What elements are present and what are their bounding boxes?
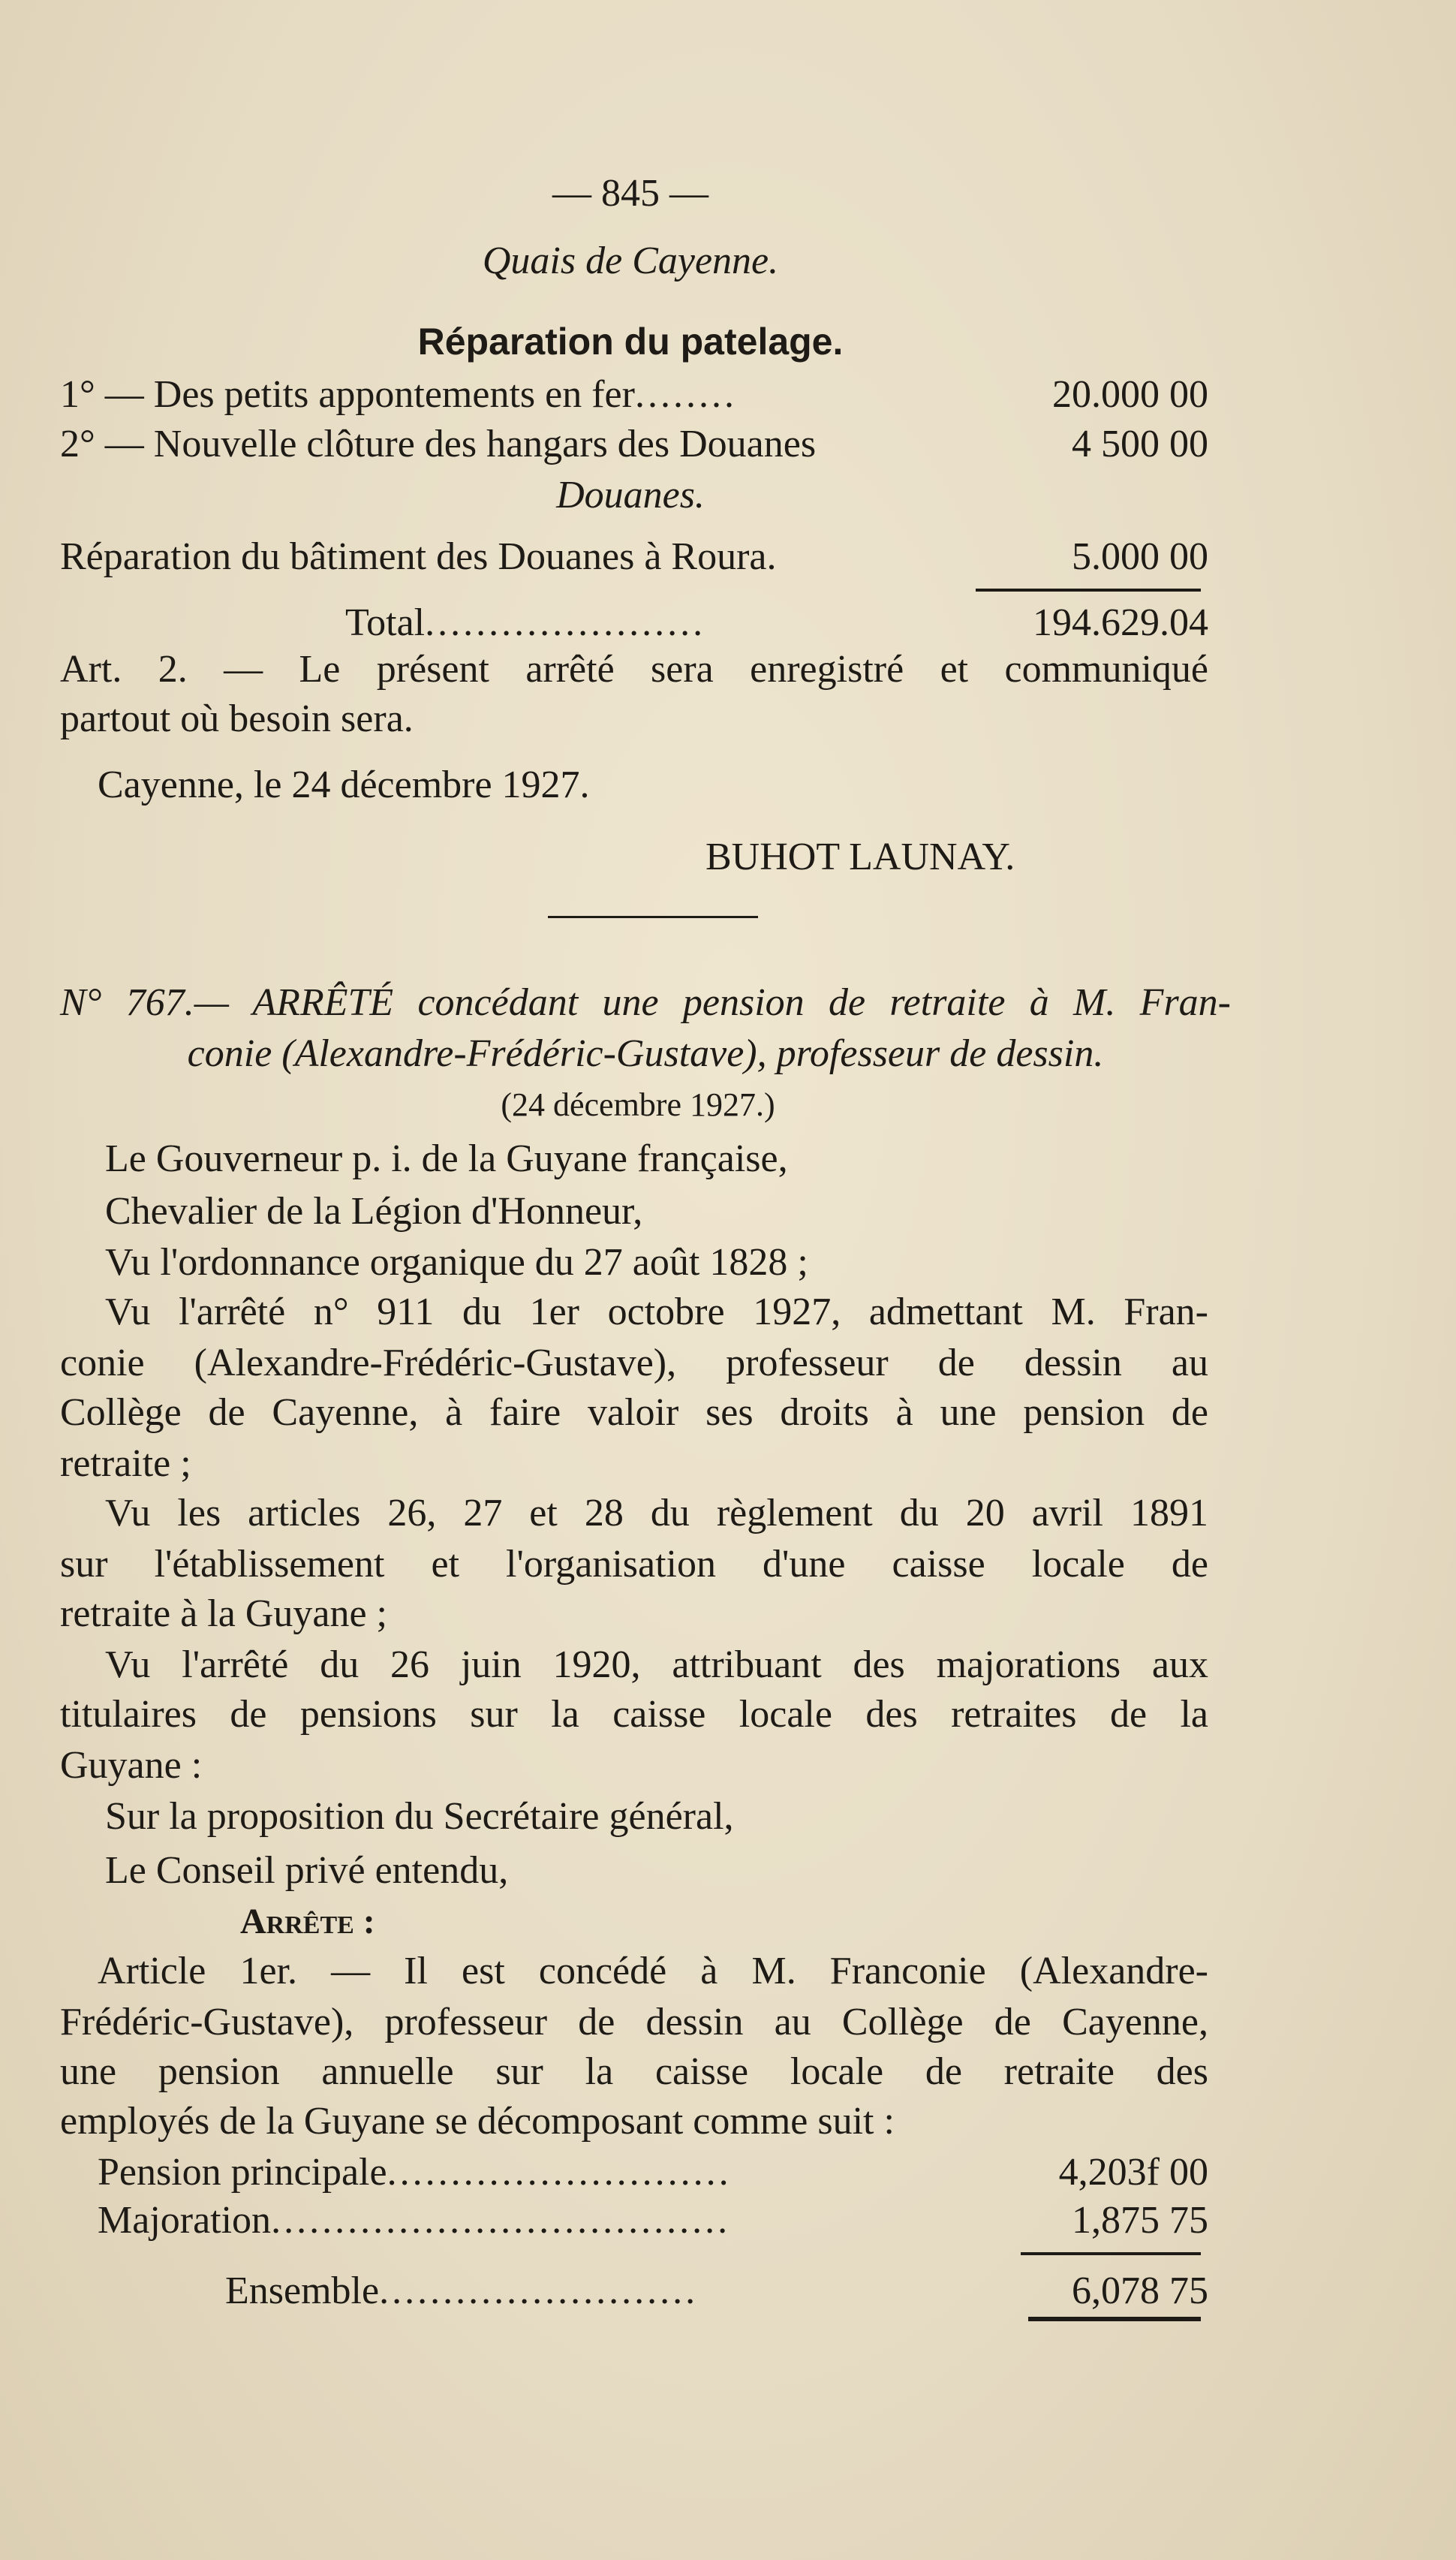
- ensemble-amount: 6,078 75: [1072, 2269, 1208, 2312]
- total-label: Total: [345, 601, 426, 644]
- article1-line: Article 1er. — Il est concédé à M. Franconie (Alexandre-: [98, 1950, 1208, 1992]
- article1-line: employés de la Guyane se décomposant comme suit :: [60, 2100, 895, 2143]
- vu-line: Sur la proposition du Secrétaire général,: [105, 1795, 734, 1838]
- ensemble-row: [225, 2269, 1208, 2313]
- ensemble-bottom-rule: [1028, 2317, 1201, 2321]
- item-row-douanes: [60, 535, 1208, 579]
- pension-row: [98, 2150, 1208, 2194]
- vu-line: titulaires de pensions sur la caisse locale des retraites de la: [60, 1693, 1208, 1736]
- article2-line2: partout où besoin sera.: [60, 697, 414, 740]
- item-amount: 20.000 00: [1052, 373, 1208, 416]
- item-label: Réparation du bâtiment des Douanes à Roura.: [60, 535, 777, 578]
- decree-line1: N° 767.— ARRÊTÉ concédant une pension de retraite à M. Fran-: [60, 981, 1231, 1024]
- majoration-label: Majoration: [98, 2199, 272, 2242]
- item-dots: ........: [634, 373, 737, 416]
- vu-line: Collège de Cayenne, à faire valoir ses droits à une pension de: [60, 1391, 1208, 1434]
- item-dots: [816, 422, 1072, 466]
- vu-line: conie (Alexandre-Frédéric-Gustave), professeur de dessin au: [60, 1342, 1208, 1384]
- pension-dots: ...........................: [387, 2151, 732, 2194]
- pension-label: Pension principale: [98, 2151, 387, 2194]
- vu-line: Vu l'arrêté n° 911 du 1er octobre 1927, admettant M. Fran-: [105, 1291, 1208, 1333]
- vu-line: Vu l'arrêté du 26 juin 1920, attribuant des majorations aux: [105, 1643, 1208, 1686]
- page-number: — 845 —: [552, 172, 708, 215]
- total-rule: [976, 589, 1201, 592]
- ensemble-rule: [1021, 2252, 1201, 2255]
- pension-amount: 4,203f 00: [1058, 2151, 1208, 2194]
- total-row: [345, 601, 1208, 645]
- vu-line: Guyane :: [60, 1744, 203, 1787]
- vu-line: sur l'établissement et l'organisation d'une caisse locale de: [60, 1543, 1208, 1586]
- majoration-dots: ....................................: [271, 2199, 731, 2242]
- majoration-amount: 1,875 75: [1072, 2199, 1208, 2242]
- total-dots: ......................: [425, 601, 706, 644]
- vu-line: Vu les articles 26, 27 et 28 du règlement du 20 avril 1891: [105, 1492, 1208, 1534]
- date-line: Cayenne, le 24 décembre 1927.: [98, 763, 590, 806]
- majoration-row: [98, 2198, 1208, 2242]
- item-label: 2° — Nouvelle clôture des hangars des Douanes: [60, 423, 817, 465]
- item-amount: 5.000 00: [1072, 535, 1208, 578]
- separator-rule: [548, 916, 758, 918]
- item-amount: 4 500 00: [1072, 423, 1208, 465]
- vu-line: retraite ;: [60, 1442, 191, 1485]
- signature: BUHOT LAUNAY.: [705, 836, 1015, 878]
- vu-line: Vu l'ordonnance organique du 27 août 1828 ;: [105, 1241, 808, 1284]
- section-title-quais: Quais de Cayenne.: [482, 239, 779, 282]
- total-amount: 194.629.04: [1033, 601, 1208, 644]
- decree-line2: conie (Alexandre-Frédéric-Gustave), professeur de dessin.: [187, 1032, 1104, 1075]
- ensemble-label: Ensemble: [225, 2269, 380, 2312]
- arrete-label: Arrête :: [240, 1902, 375, 1941]
- article1-line: une pension annuelle sur la caisse locale de retraite des: [60, 2050, 1208, 2093]
- article1-line: Frédéric-Gustave), professeur de dessin au Collège de Cayenne,: [60, 2001, 1208, 2043]
- vu-line: Le Conseil privé entendu,: [105, 1849, 509, 1892]
- article2-line1: Art. 2. — Le présent arrêté sera enregistré et communiqué: [60, 648, 1208, 691]
- item-label: 1° — Des petits appontements en fer: [60, 373, 635, 416]
- governor-line1: Le Gouverneur p. i. de la Guyane française,: [105, 1137, 788, 1180]
- item-row-2: [60, 422, 1208, 466]
- vu-line: retraite à la Guyane ;: [60, 1592, 387, 1635]
- section-title-douanes: Douanes.: [556, 474, 705, 517]
- ensemble-dots: .........................: [379, 2269, 699, 2312]
- governor-line2: Chevalier de la Légion d'Honneur,: [105, 1190, 643, 1233]
- item-row-1: [60, 372, 1208, 417]
- decree-date: (24 décembre 1927.): [501, 1086, 775, 1123]
- heading-patelage: Réparation du patelage.: [417, 321, 844, 363]
